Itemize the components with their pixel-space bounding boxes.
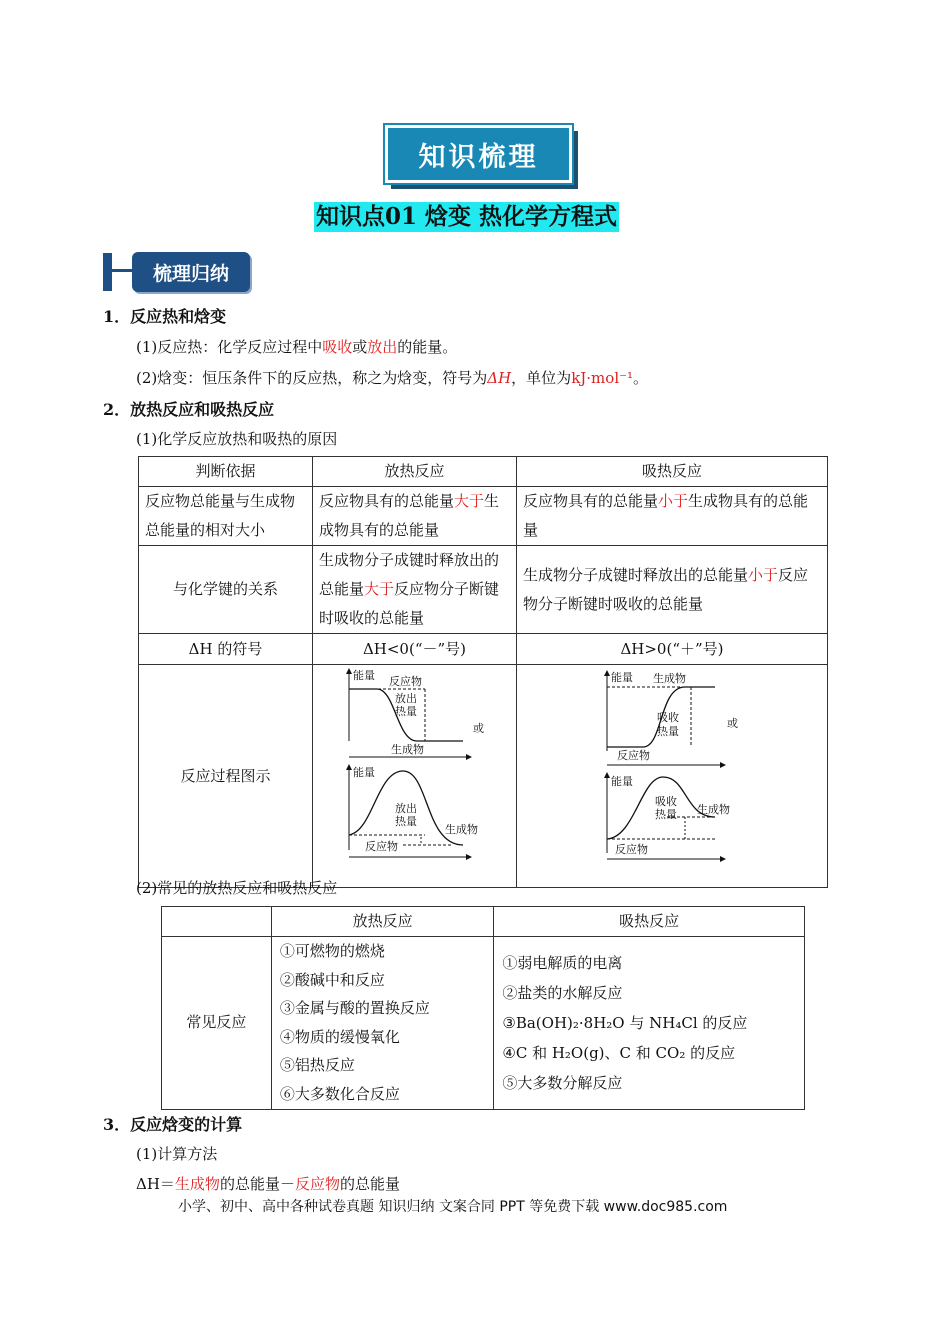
list-item: ③金属与酸的置换反应 <box>279 999 430 1018</box>
heat-label-2: 热量 <box>395 815 417 828</box>
list-item: ⑥大多数化合反应 <box>279 1084 400 1103</box>
th-endo-2: 吸热反应 <box>494 907 805 937</box>
list-item: ⑤大多数分解反应 <box>502 1073 623 1092</box>
sub-heading-common: (2)常见的放热反应和吸热反应 <box>136 879 338 897</box>
line-enthalpy-change: (2)焓变：恒压条件下的反应热，称之为焓变，符号为ΔH，单位为kJ·mol⁻¹。 <box>136 369 649 387</box>
release-label-1: 放出 <box>395 692 417 705</box>
endo-list <box>494 937 805 1110</box>
cell-exo-diagrams <box>313 665 517 888</box>
tag-connector <box>110 269 134 272</box>
reactant-label-4: 反应物 <box>615 843 648 856</box>
product-label-3: 生成物 <box>653 672 686 685</box>
list-item: ①弱电解质的电离 <box>502 953 623 972</box>
release-label-2: 放出 <box>395 802 417 815</box>
absorb-label-3: 吸收 <box>657 711 679 724</box>
knowledge-point-title: 知识点01 焓变 热化学方程式 <box>316 203 618 230</box>
list-item: ①可燃物的燃烧 <box>279 942 385 960</box>
energy-label-4: 能量 <box>611 775 633 788</box>
exo-list <box>271 937 494 1110</box>
footer-text: 小学、初中、高中各种试卷真题 知识归纳 文案合同 PPT 等免费下载 www.doc985.com <box>178 1199 728 1215</box>
formula-line: ΔH＝生成物的总能量－反应物的总能量 <box>136 1175 400 1193</box>
cell-endo-diagrams <box>517 665 828 888</box>
causes-table <box>138 456 828 888</box>
endothermic-diagrams <box>517 665 827 877</box>
sub-heading-causes: (1)化学反应放热和吸热的原因 <box>136 430 338 448</box>
product-label-2: 生成物 <box>445 823 478 836</box>
product-label-4: 生成物 <box>697 803 730 816</box>
list-item: ④C 和 H₂O(g)、C 和 CO₂ 的反应 <box>502 1043 736 1062</box>
exo-diagram-2 <box>349 765 478 857</box>
cell-endo-bond: 生成物分子成键时释放出的总能量小于反应物分子断键时吸收的总能量 <box>517 546 828 634</box>
cell-energy-basis: 反应物总能量与生成物总能量的相对大小 <box>139 487 313 546</box>
th-exothermic: 放热反应 <box>313 457 517 487</box>
common-reactions-table <box>161 906 805 1110</box>
cell-sign-basis: ΔH 的符号 <box>139 634 313 665</box>
th-exo-2: 放热反应 <box>271 907 494 937</box>
absorb-label-4: 吸收 <box>655 795 677 808</box>
exo-diagram-1 <box>349 668 469 757</box>
section-3-heading: 3．反应焓变的计算 <box>103 1115 243 1134</box>
reactant-label-1: 反应物 <box>389 675 422 688</box>
cell-bond-basis: 与化学键的关系 <box>139 546 313 634</box>
energy-label-2: 能量 <box>353 766 375 779</box>
cell-exo-sign: ΔH<0(“－”号) <box>313 634 517 665</box>
sub-heading-method: (1)计算方法 <box>136 1145 218 1163</box>
section-1-heading: 1．反应热和焓变 <box>103 307 227 326</box>
line-reaction-heat: (1)反应热：化学反应过程中吸收或放出的能量。 <box>136 338 458 356</box>
banner-title: 知识梳理 <box>385 125 572 183</box>
th-endothermic: 吸热反应 <box>517 457 828 487</box>
cell-endo-sign: ΔH>0(“＋”号) <box>517 634 828 665</box>
cell-common-label: 常见反应 <box>162 937 272 1110</box>
list-item: ②酸碱中和反应 <box>279 970 385 989</box>
endo-diagram-2 <box>607 774 730 859</box>
heat-label-4: 热量 <box>655 808 677 821</box>
th-blank <box>162 907 272 937</box>
energy-label-1: 能量 <box>353 669 375 682</box>
reactant-label-3: 反应物 <box>617 749 650 762</box>
cell-endo-energy: 反应物具有的总能量小于生成物具有的总能量 <box>517 487 828 546</box>
list-item: ④物质的缓慢氧化 <box>279 1027 400 1046</box>
cell-diagram-basis: 反应过程图示 <box>139 665 313 888</box>
endo-diagram-1 <box>607 670 723 765</box>
exothermic-diagrams <box>313 665 516 877</box>
heat-label-3: 热量 <box>657 725 679 738</box>
reactant-label-2: 反应物 <box>365 840 398 853</box>
product-label-1: 生成物 <box>391 743 424 756</box>
th-basis: 判断依据 <box>139 457 313 487</box>
list-item: ②盐类的水解反应 <box>502 983 623 1002</box>
or-label-1: 或 <box>473 722 484 735</box>
energy-label-3: 能量 <box>611 671 633 684</box>
section-tag: 梳理归纳 <box>132 252 250 292</box>
cell-exo-energy: 反应物具有的总能量大于生成物具有的总能量 <box>313 487 517 546</box>
section-2-heading: 2．放热反应和吸热反应 <box>103 400 275 419</box>
or-label-2: 或 <box>727 717 738 730</box>
list-item: ⑤铝热反应 <box>279 1056 355 1075</box>
tag-bar <box>103 253 112 291</box>
list-item: ③Ba(OH)₂·8H₂O 与 NH₄Cl 的反应 <box>502 1013 748 1032</box>
cell-exo-bond: 生成物分子成键时释放出的总能量大于反应物分子断键时吸收的总能量 <box>313 546 517 634</box>
heat-label-1: 热量 <box>395 705 417 718</box>
